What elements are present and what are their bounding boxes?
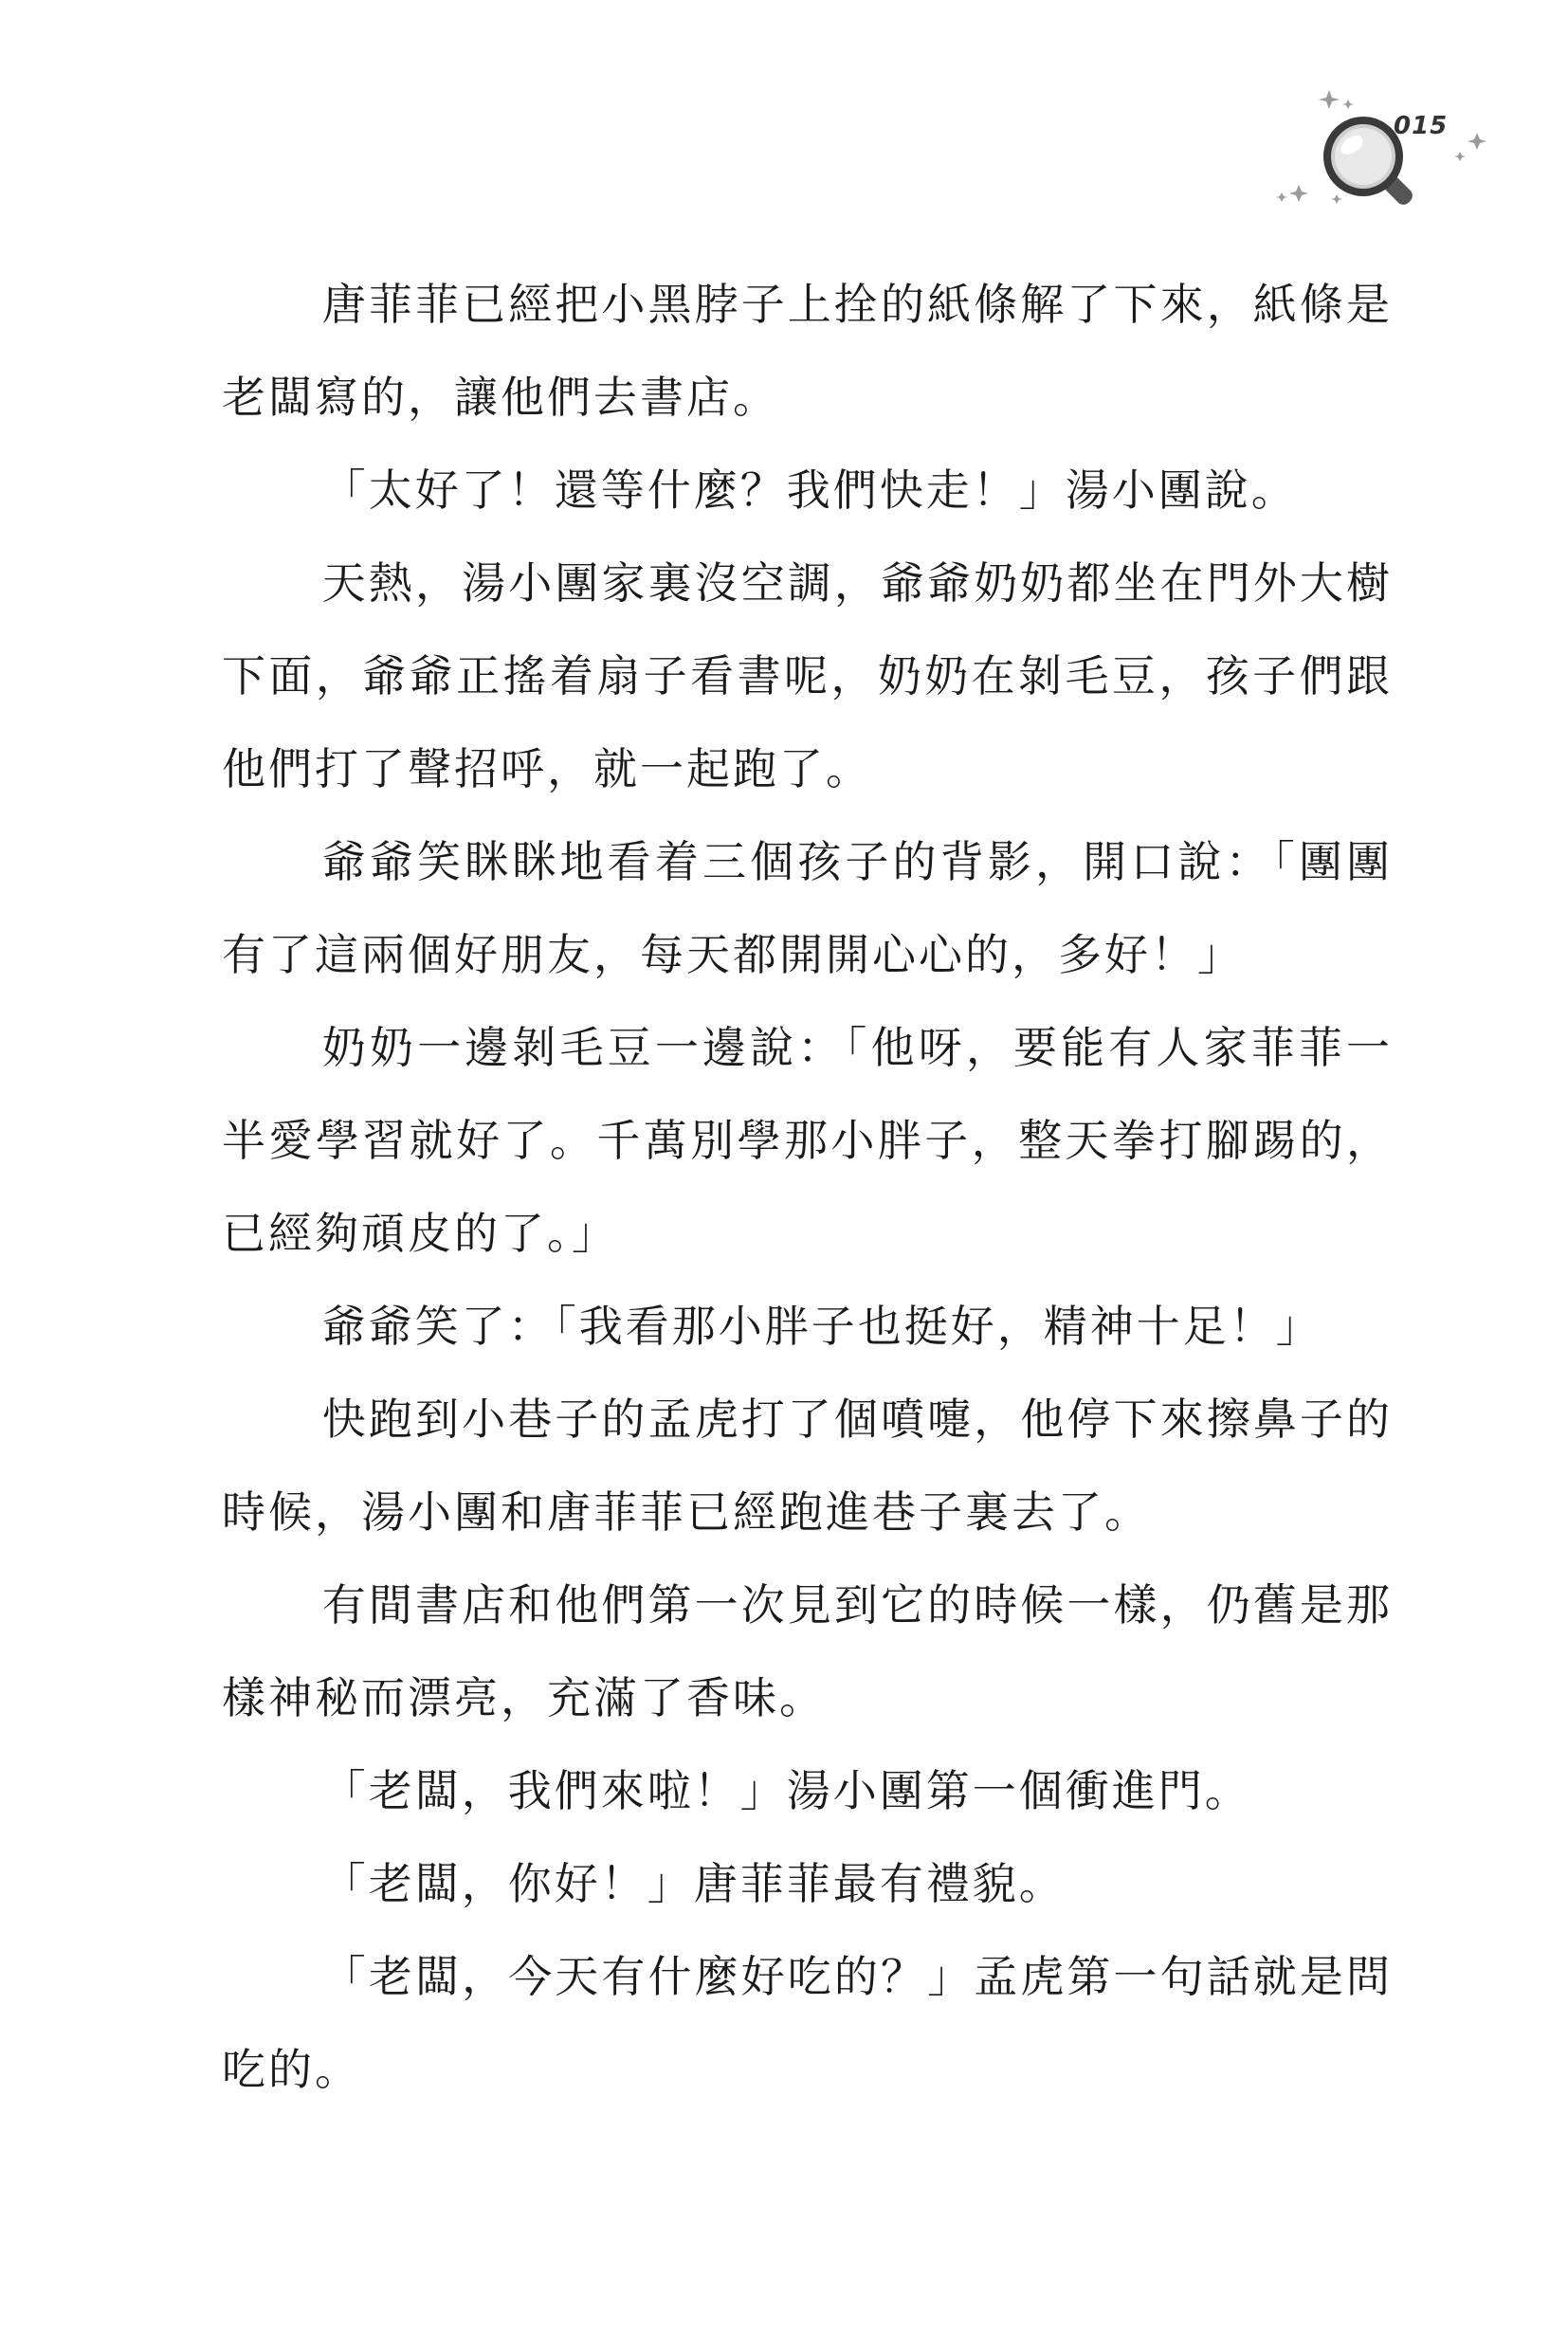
paragraph: 爺爺笑眯眯地看着三個孩子的背影，開口說：「團團有了這兩個好朋友，每天都開開心心的，多好！」 — [222, 836, 1393, 980]
paragraph: 唐菲菲已經把小黑脖子上拴的紙條解了下來，紙條是老闆寫的，讓他們去書店。 — [222, 279, 1393, 423]
paragraph: 天熱，湯小團家裏沒空調，爺爺奶奶都坐在門外大樹下面，爺爺正搖着扇子看書呢，奶奶在剝毛豆，孩子們跟他們打了聲招呼，就一起跑了。 — [222, 557, 1393, 794]
paragraph: 「老闆，今天有什麼好吃的？」孟虎第一句話就是問吃的。 — [222, 1951, 1393, 2095]
paragraph: 奶奶一邊剝毛豆一邊說：「他呀，要能有人家菲菲一半愛學習就好了。千萬別學那小胖子，整天拳打腳踢的，已經夠頑皮的了。」 — [222, 1022, 1393, 1259]
paragraph: 有間書店和他們第一次見到它的時候一樣，仍舊是那樣神秘而漂亮，充滿了香味。 — [222, 1579, 1393, 1723]
paragraph: 爺爺笑了：「我看那小胖子也挺好，精神十足！」 — [321, 1301, 1322, 1352]
paragraph: 「老闆，你好！」唐菲菲最有禮貌。 — [321, 1858, 1066, 1909]
paragraph: 快跑到小巷子的孟虎打了個噴嚏，他停下來擦鼻子的時候，湯小團和唐菲菲已經跑進巷子裏去了。 — [222, 1394, 1393, 1538]
page-number: 015 — [1394, 112, 1449, 140]
paragraph: 「老闆，我們來啦！」湯小團第一個衝進門。 — [321, 1765, 1251, 1816]
paragraph: 「太好了！還等什麼？我們快走！」湯小團說。 — [321, 465, 1298, 516]
body-text — [222, 258, 1393, 2116]
magnifier-icon — [1270, 81, 1498, 223]
